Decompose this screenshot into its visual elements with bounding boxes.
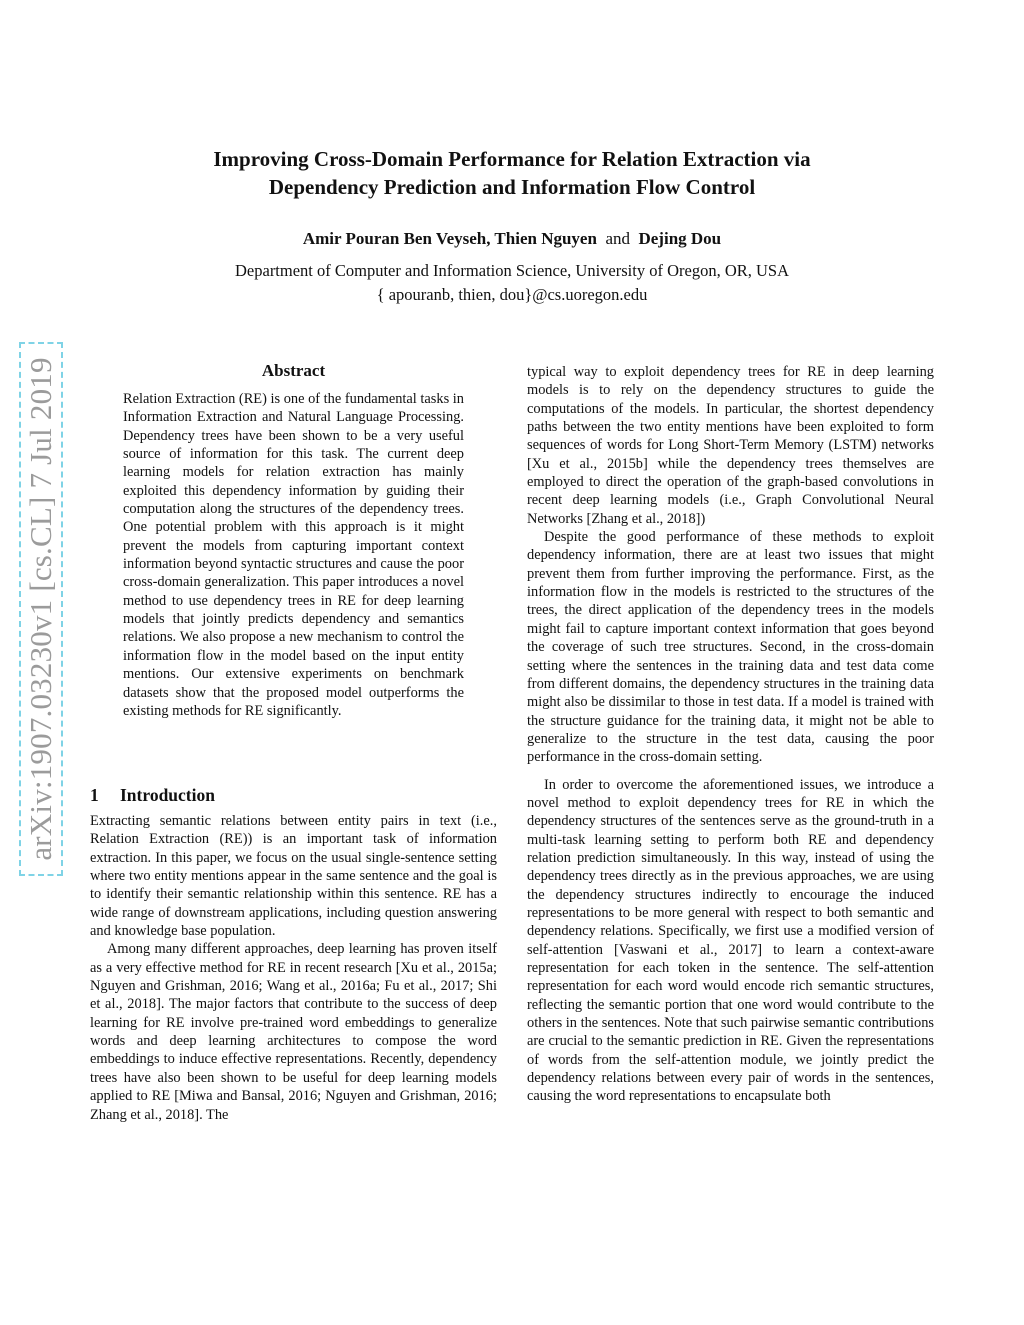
paragraph: Extracting semantic relations between entity pairs in text (i.e., Relation Extraction (RE)) is an important task of information extraction. In this paper, we focus on the usual single-sentence setting where two entity mentions appear in the same sentence and the goal is to identify their semantic relationship within this sentence. RE has a wide range of downstream applications, including question answering and knowledge base population. — [90, 813, 497, 940]
abstract-body — [123, 390, 464, 720]
arxiv-identifier: arXiv:1907.03230v1 [cs.CL] 7 Jul 2019 — [23, 357, 58, 861]
section-number: 1 — [90, 785, 99, 805]
title-line-2: Dependency Prediction and Information Flow Control — [268, 175, 756, 199]
title-line-1: Improving Cross-Domain Performance for Relation Extraction via — [213, 147, 811, 171]
arxiv-stamp[interactable] — [19, 342, 63, 876]
author-list — [112, 228, 912, 250]
paragraph: In order to overcome the aforementioned issues, we introduce a novel method to exploit dependency trees for RE in which the dependency structures of the sentences serve as the ground-truth in a multi-task learning setting to perform both RE and dependency relation prediction simultaneously. In this way, instead of using the dependency trees directly as in the previous approaches, we are using the dependency structures indirectly to encourage the induced representations to be more general with respect to both semantic and dependency relations. Specifically, we first use a modified version of self-attention [Vaswani et al., 2017] to learn a context-aware representation for each token in the sentence. The self-attention representation for each word would encode rich semantic structures, reflecting the semantic portion that one word would contribute to the others in the sentences. Note that such pairwise semantic contributions are crucial to the semantic prediction in RE. Given the representations of words from the self-attention module, we jointly predict the dependency relations between every pair of words in the sentences, causing the word representations to encapsulate both — [527, 776, 934, 1105]
author-last: Dejing Dou — [638, 229, 722, 248]
paragraph: typical way to exploit dependency trees for RE in deep learning models is to rely on the dependency structures to guide the computations of the models. In particular, the shortest dependency paths between the two entity mentions have been exploited to form sequences of words for Long Short-Term Memory (LSTM) networks [Xu et al., 2015b] while the dependency trees themselves are employed to direct the operation of the graph-based convolutions in recent deep learning models (i.e., Graph Convolutional Neural Networks [Zhang et al., 2018]) — [527, 364, 934, 527]
abstract-heading: Abstract — [261, 361, 326, 380]
author-emails: { apouranb, thien, dou}@cs.uoregon.edu — [376, 285, 648, 304]
abstract-text: Relation Extraction (RE) is one of the fundamental tasks in Information Extraction and Natural Language Processing. Dependency trees have been shown to be a very useful source of information for this task. The current deep learning models for relation extraction has mainly exploited this dependency information by guiding their computation along the structures of the dependency trees. One potential problem with this approach is it might prevent the models from capturing important context information beyond syntactic structures and cause the poor cross-domain generalization. This paper introduces a novel method to use dependency trees in RE for deep learning models that jointly predicts dependency and semantics relations. We also propose a new mechanism to control the information flow in the model based on the input entity mentions. Our extensive experiments on benchmark datasets show that the proposed model outperforms the existing methods for RE significantly. — [123, 391, 464, 719]
introduction-left-column — [90, 812, 497, 1124]
affiliation: Department of Computer and Information Science, University of Oregon, OR, USA — [235, 261, 789, 280]
paragraph: Among many different approaches, deep learning has proven itself as a very effective method for RE in recent research [Xu et al., 2015a; Nguyen and Grishman, 2016; Wang et al., 2016a; Fu et al., 2017; Shi et al., 2018]. The major factors that contribute to the success of deep learning for RE involve pre-trained word embeddings to generalize words and deep learning architectures to compose the word embeddings to induce effective representations. Recently, dependency trees have also been shown to be useful for deep learning models applied to RE [Miwa and Bansal, 2016; Nguyen and Grishman, 2016; Zhang et al., 2018]. The — [90, 941, 497, 1123]
introduction-right-column — [527, 363, 934, 1106]
author-names: Amir Pouran Ben Veyseh, Thien Nguyen — [302, 229, 597, 248]
section-heading-introduction — [90, 785, 215, 806]
paper-title — [112, 145, 912, 201]
author-conjunction: and — [605, 229, 630, 248]
affiliation-block — [112, 259, 912, 307]
paragraph: Despite the good performance of these methods to exploit dependency information, there are at least two issues that might prevent them from further improving the performance. First, as the information flow in the models is restricted to the structures of the trees, the direct application of the dependency trees in the models might fail to capture important context information that goes beyond the coverage of such tree structures. Second, in the cross-domain setting where the sentences in the training data and test data come from different domains, the dependency structures in the training data might also be dissimilar to those in test data. If a model is trained with the structure guidance for the training data, it might not be able to generalize to the structure in the test data, causing the poor performance in the cross-domain setting. — [527, 529, 934, 766]
section-title: Introduction — [120, 785, 215, 805]
